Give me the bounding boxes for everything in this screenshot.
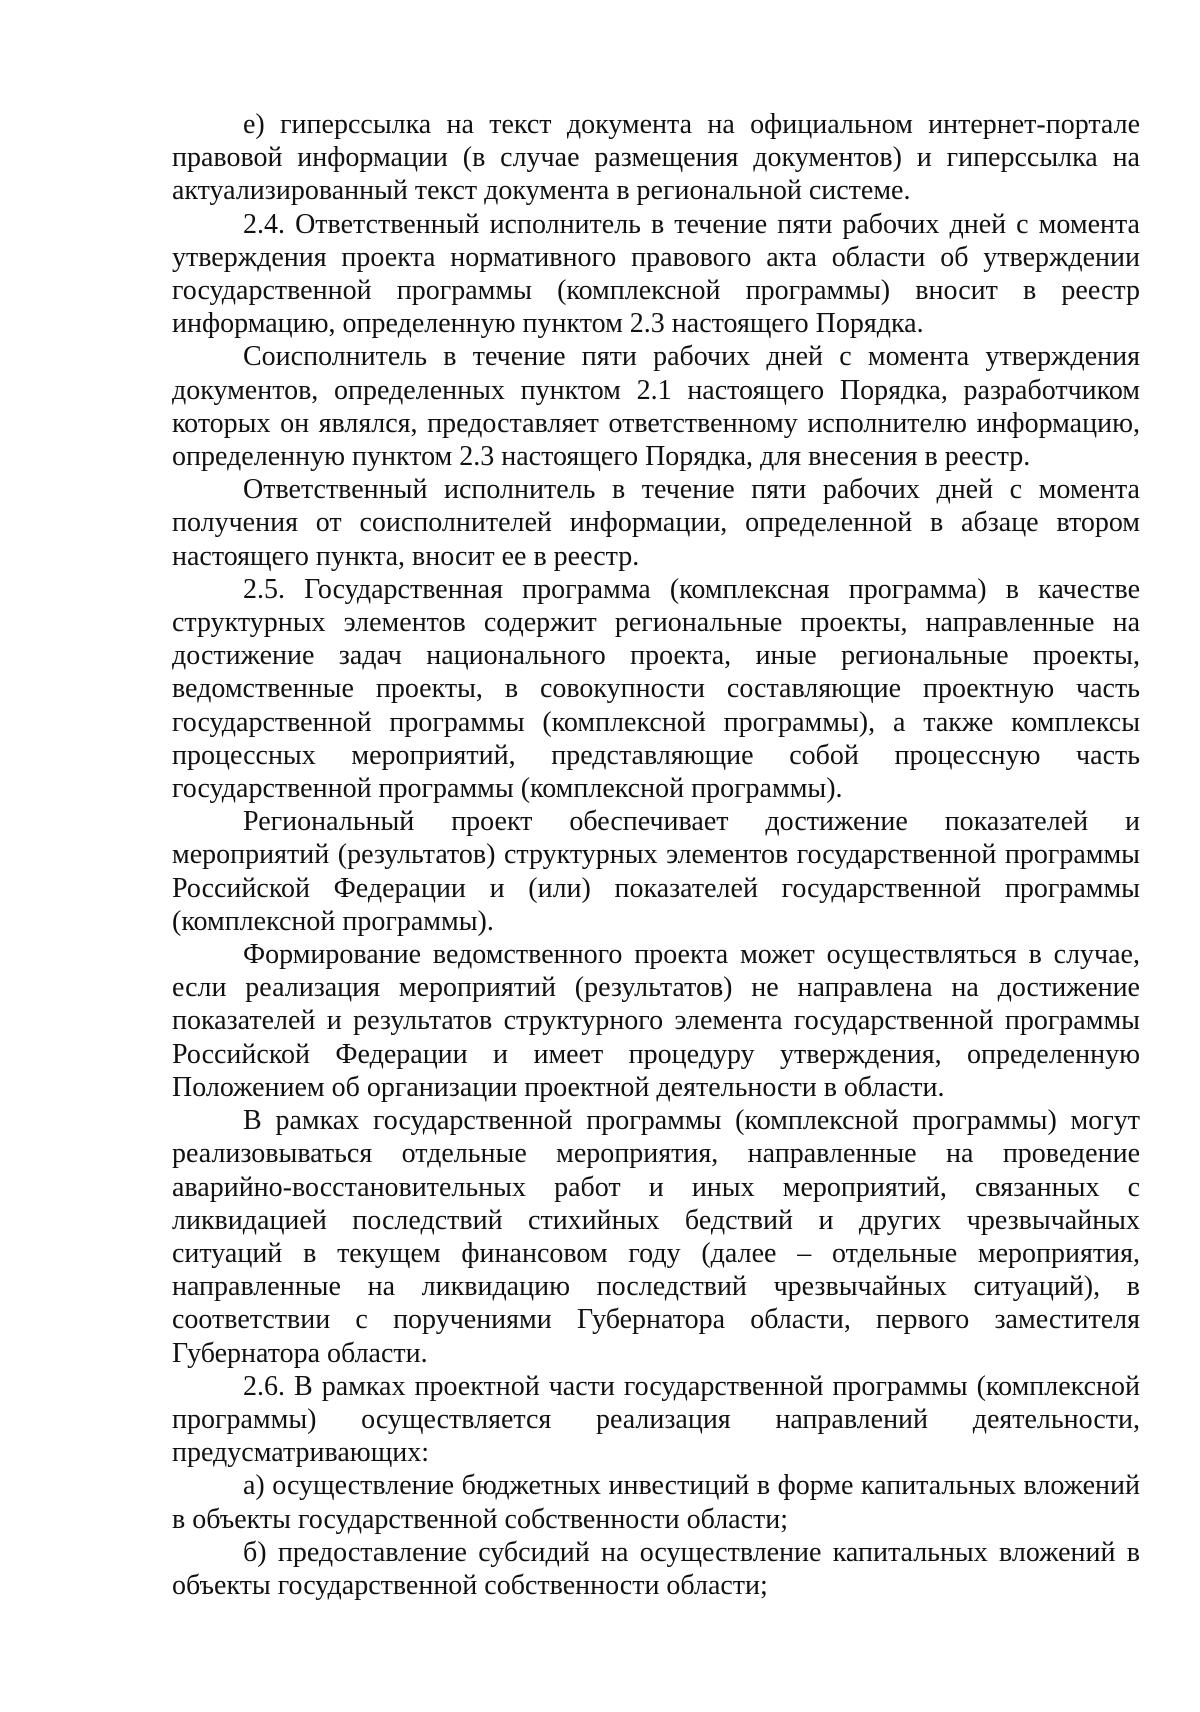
paragraph-regional-project: Региональный проект обеспечивает достижение показателей и мероприятий (результатов) структурных элементов государственной программы Российской Федерации и (или) показателей государственной программы (комплексной программы).	[172, 806, 1140, 937]
paragraph-hyperlink-item-e: е) гиперссылка на текст документа на официальном интернет-портале правовой информации (в случае размещения документов) и гиперссылка на актуализированный текст документа в региональной системе.	[172, 109, 1140, 207]
document-body	[172, 108, 1140, 1602]
paragraph-item-a: а) осуществление бюджетных инвестиций в форме капитальных вложений в объекты государственной собственности области;	[172, 1470, 1140, 1535]
paragraph-2-4: 2.4. Ответственный исполнитель в течение пяти рабочих дней с момента утверждения проекта нормативного правового акта области об утверждении государственной программы (комплексной программы) вносит в реестр информацию, определенную пунктом 2.3 настоящего Порядка.	[172, 208, 1140, 340]
paragraph-2-6: 2.6. В рамках проектной части государственной программы (комплексной программы) осуществляется реализация направлений деятельности, предусматривающих:	[172, 1370, 1140, 1469]
paragraph-emergency-measures: В рамках государственной программы (комплексной программы) могут реализовываться отдельные мероприятия, направленные на проведение аварийно-восстановительных работ и иных мероприятий, связанных с ликвидацией последствий стихийных бедствий и других чрезвычайных ситуаций в текущем финансовом году (далее – отдельные мероприятия, направленные на ликвидацию последствий чрезвычайных ситуаций), в соответствии с поручениями Губернатора области, первого заместителя Губернатора области.	[172, 1105, 1140, 1369]
paragraph-co-executor: Соисполнитель в течение пяти рабочих дней с момента утверждения документов, определенных пунктом 2.1 настоящего Порядка, разработчиком которых он являлся, предоставляет ответственному исполнителю информацию, определенную пунктом 2.3 настоящего Порядка, для внесения в реестр.	[172, 341, 1140, 473]
paragraph-item-b: б) предоставление субсидий на осуществление капитальных вложений в объекты государственной собственности области;	[172, 1536, 1140, 1601]
paragraph-2-5: 2.5. Государственная программа (комплексная программа) в качестве структурных элементов содержит региональные проекты, направленные на достижение задач национального проекта, иные региональные проекты, ведомственные проекты, в совокупности составляющие проектную часть государственной программы (комплексной программы), а также комплексы процессных мероприятий, представляющие собой процессную часть государственной программы (комплексной программы).	[172, 573, 1140, 805]
paragraph-responsible-executor: Ответственный исполнитель в течение пяти рабочих дней с момента получения от соисполнителей информации, определенной в абзаце втором настоящего пункта, вносит ее в реестр.	[172, 474, 1140, 572]
paragraph-departmental-project: Формирование ведомственного проекта может осуществляться в случае, если реализация мероприятий (результатов) не направлена на достижение показателей и результатов структурного элемента государственной программы Российской Федерации и имеет процедуру утверждения, определенную Положением об организации проектной деятельности в области.	[172, 939, 1140, 1103]
